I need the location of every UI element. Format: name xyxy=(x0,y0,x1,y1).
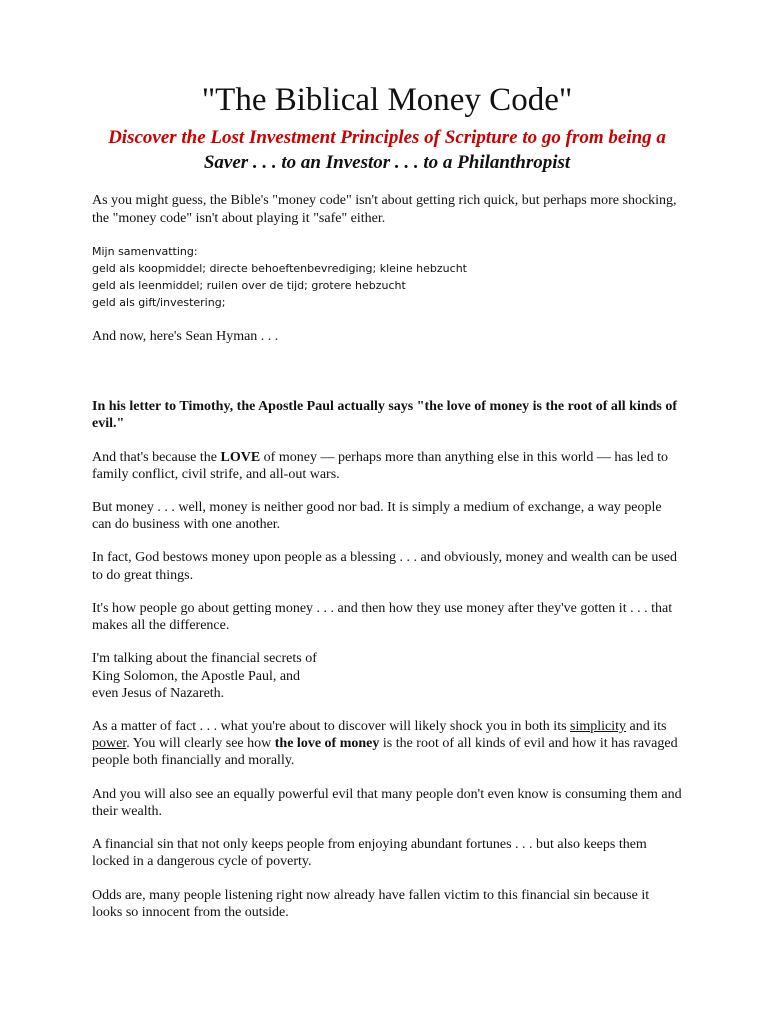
summary-block xyxy=(92,243,682,311)
odds-paragraph: Odds are, many people listening right now already have fallen victim to this financial sin because it looks so innocent from the outside. xyxy=(92,887,650,920)
power-underlined: power xyxy=(92,736,127,752)
secrets-paragraph xyxy=(92,650,682,702)
blessing-paragraph: In fact, God bestows money upon people as a blessing . . . and obviously, money and wealth can be used to do great things. xyxy=(92,550,678,583)
sin-paragraph: A financial sin that not only keeps people from enjoying abundant fortunes . . . but also keeps them locked in a dangerous cycle of poverty. xyxy=(92,837,647,870)
simplicity-underlined: simplicity xyxy=(570,719,627,734)
intro-paragraph: As you might guess, the Bible's "money code" isn't about getting rich quick, but perhaps more shocking, the "money code" isn't about playing it "safe" either. xyxy=(92,193,677,226)
shock-text: As a matter of fact . . . what you're about to discover will likely shock you in both its xyxy=(92,719,571,734)
shock-text: is the root of all kinds of evil and how it has ravaged people both financially and morally. xyxy=(92,736,678,769)
subtitle-red-text: Discover the Lost Investment Principles of Scripture to go from being a xyxy=(108,126,666,148)
love-paragraph xyxy=(92,449,682,483)
evil-paragraph: And you will also see an equally powerful evil that many people don't even know is consuming them and their wealth. xyxy=(92,786,682,819)
love-of-money-bold: the love of money xyxy=(274,736,380,752)
host-intro-paragraph: And now, here's Sean Hyman . . . xyxy=(92,328,279,344)
summary-line: geld als leenmiddel; ruilen over de tijd; grotere hebzucht xyxy=(92,278,406,292)
secrets-line: I'm talking about the financial secrets of xyxy=(92,651,317,667)
shock-text: . You will clearly see how xyxy=(126,736,275,752)
summary-line: geld als gift/investering; xyxy=(92,295,226,309)
shock-paragraph xyxy=(92,718,682,770)
love-bold-word: LOVE xyxy=(220,449,261,465)
secrets-line: King Solomon, the Apostle Paul, and xyxy=(92,668,301,684)
summary-heading: Mijn samenvatting: xyxy=(92,244,198,258)
summary-line: geld als koopmiddel; directe behoeftenbevrediging; kleine hebzucht xyxy=(92,261,467,275)
love-text-before: And that's because the xyxy=(92,449,221,465)
page-title: "The Biblical Money Code" xyxy=(201,82,573,118)
shock-text: and its xyxy=(626,719,667,734)
bold-quote-paragraph: In his letter to Timothy, the Apostle Paul actually says "the love of money is the root of all kinds of evil." xyxy=(92,399,678,432)
love-text-after: of money — perhaps more than anything else in this world — has led to family conflict, civil strife, and all-out wars. xyxy=(92,449,669,482)
document-page xyxy=(92,82,682,937)
secrets-line: even Jesus of Nazareth. xyxy=(92,685,225,701)
how-paragraph: It's how people go about getting money . . . and then how they use money after they've gotten it . . . that makes all the difference. xyxy=(92,600,673,634)
neither-paragraph: But money . . . well, money is neither good nor bad. It is simply a medium of exchange, a way people can do business with one another. xyxy=(92,500,662,533)
page-subtitle xyxy=(92,126,682,175)
subtitle-black-text: Saver . . . to an Investor . . . to a Philanthropist xyxy=(203,151,571,173)
